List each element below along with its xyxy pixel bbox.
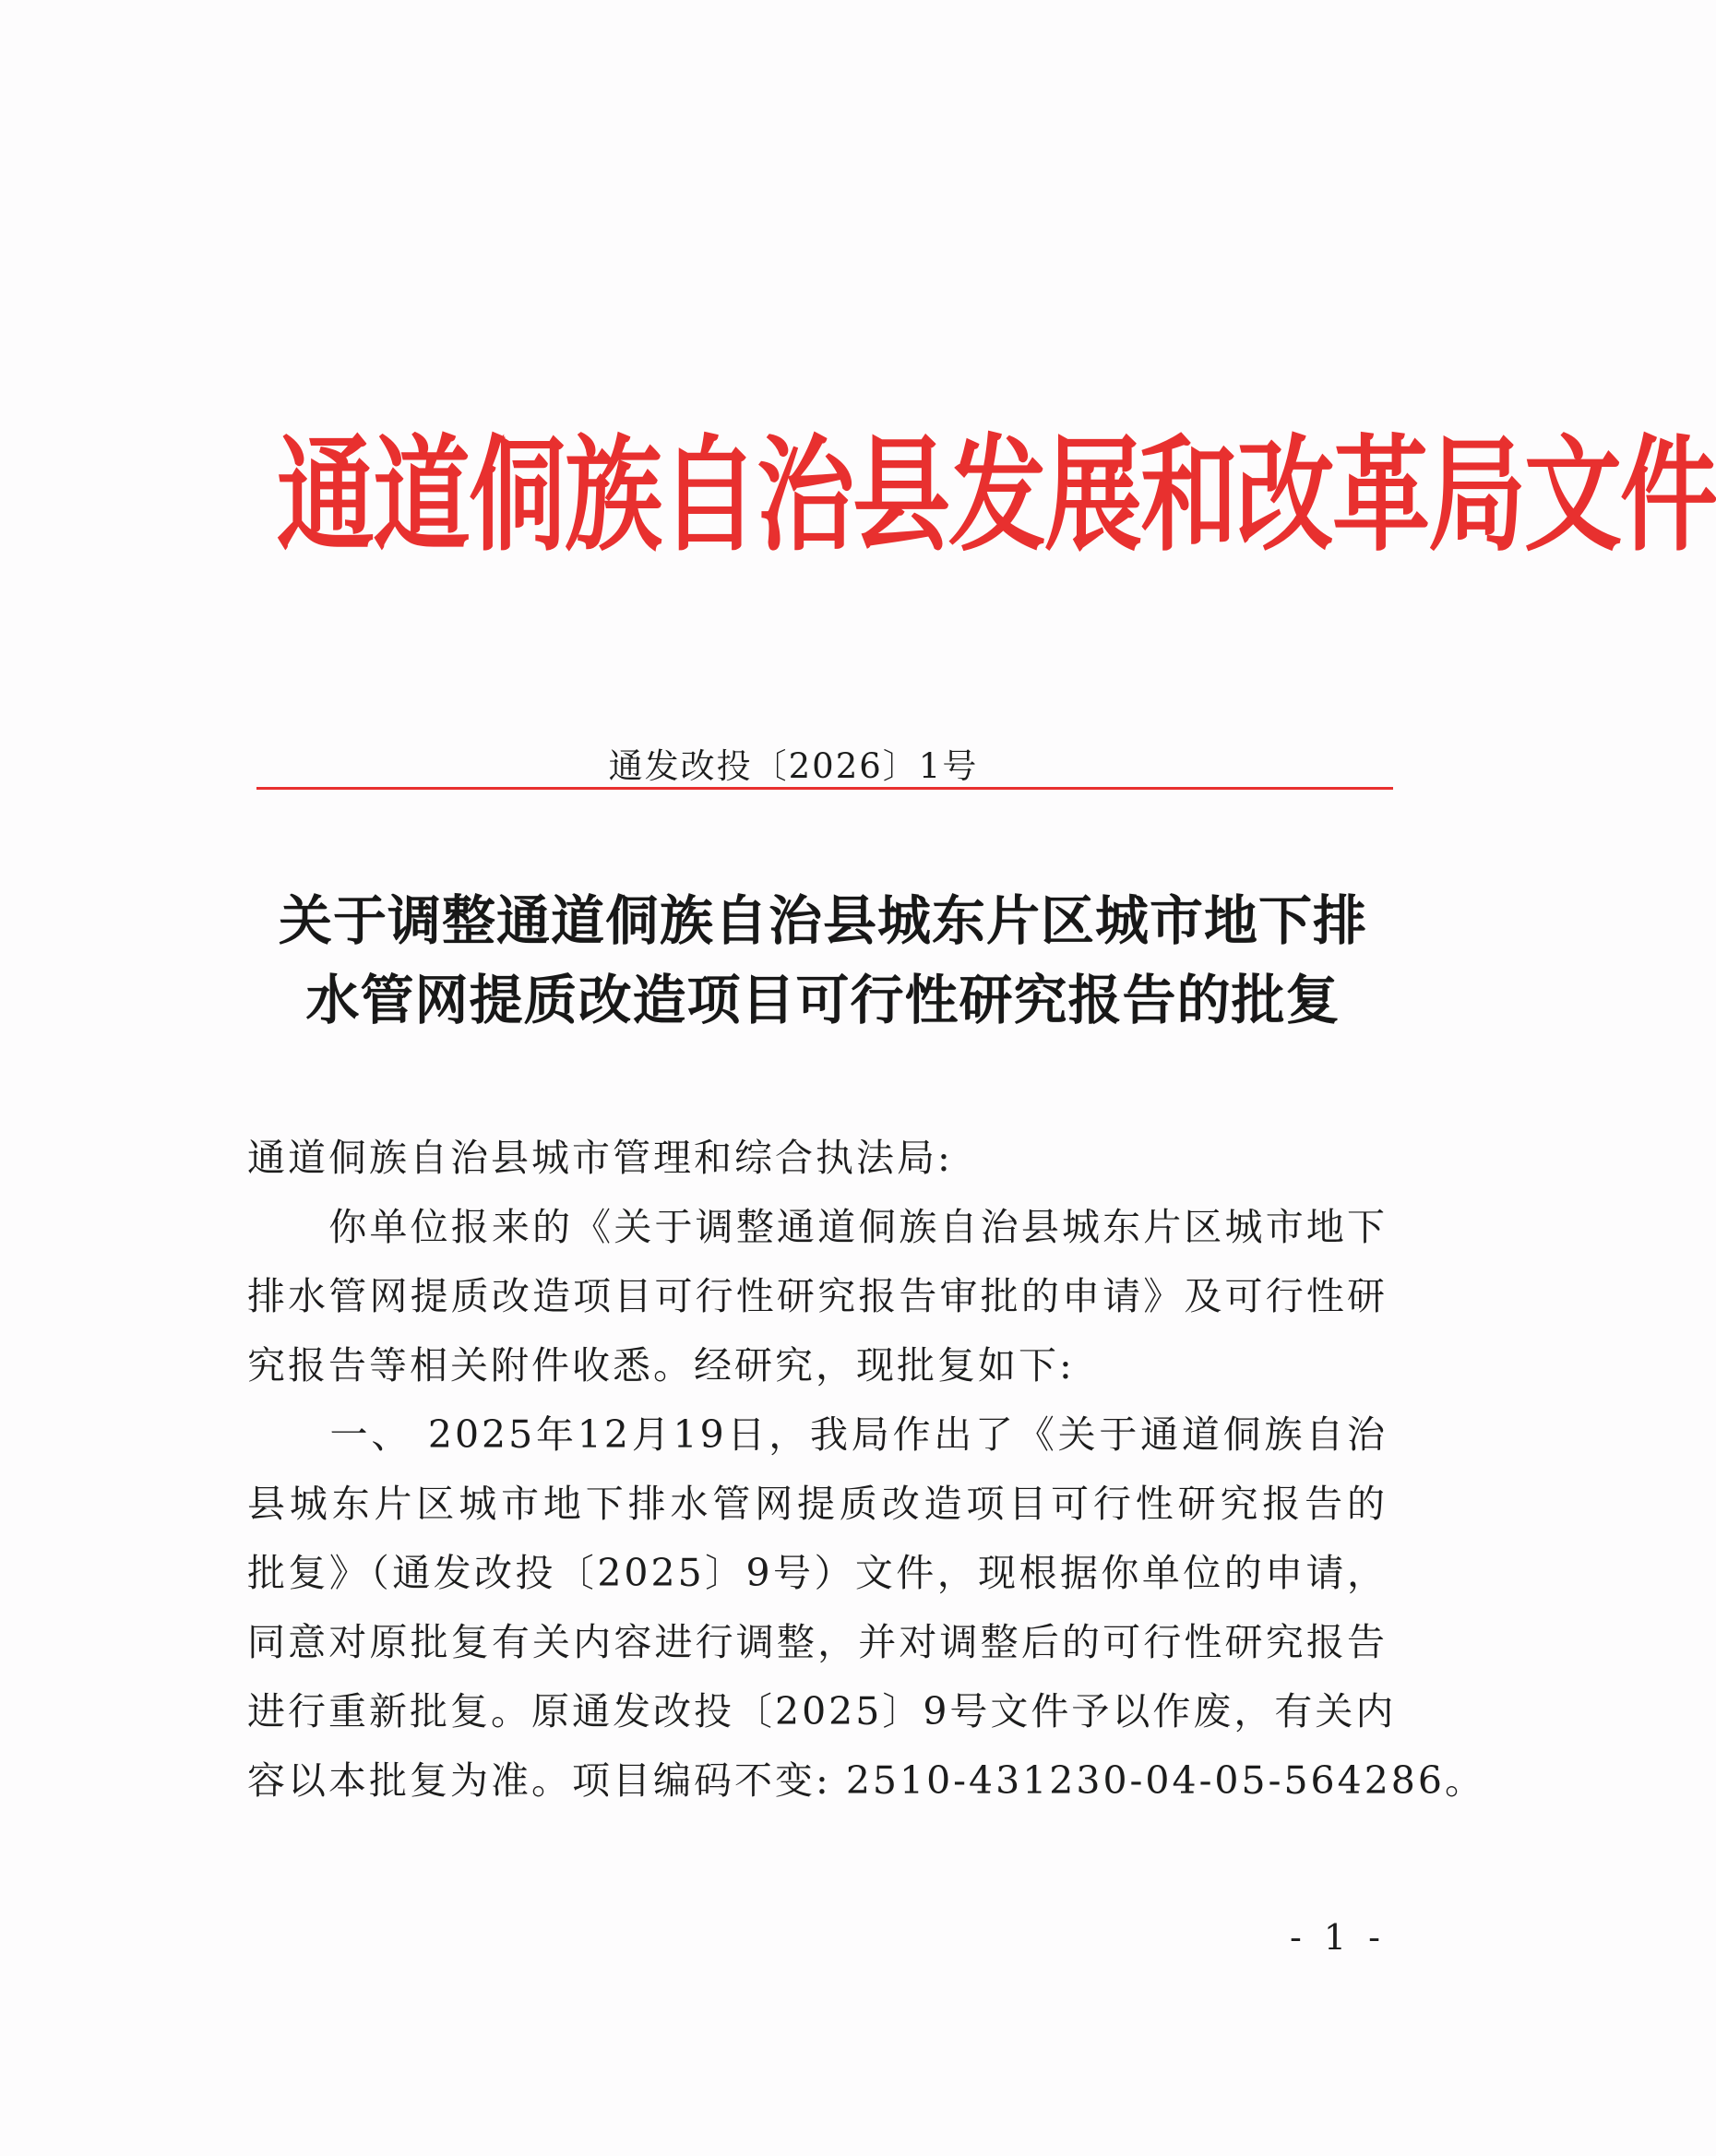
document-body	[247, 1124, 1485, 1816]
title-line: 关于调整通道侗族自治县城东片区城市地下排	[278, 889, 1367, 952]
paragraph-line: 究报告等相关附件收悉。经研究，现批复如下:	[247, 1343, 1075, 1388]
paragraph-line: 批复》（通发改投〔2025〕9号）文件，现根据你单位的申请，	[247, 1551, 1388, 1595]
red-divider-line	[256, 787, 1393, 790]
paragraph-line: 排水管网提质改造项目可行性研究报告审批的申请》及可行性研	[247, 1274, 1388, 1318]
page-number: - 1 -	[1289, 1917, 1386, 1958]
paragraph-line: 一、 2025年12月19日，我局作出了《关于通道侗族自治	[247, 1412, 1388, 1457]
document-title	[242, 881, 1404, 1040]
paragraph-line: 同意对原批复有关内容进行调整，并对调整后的可行性研究报告	[247, 1620, 1388, 1664]
document-number: 通发改投〔2026〕1号	[608, 746, 979, 786]
paragraph-line: 你单位报来的《关于调整通道侗族自治县城东片区城市地下	[247, 1205, 1388, 1249]
paragraph-line: 进行重新批复。原通发改投〔2025〕9号文件予以作废，有关内	[247, 1689, 1397, 1733]
masthead-title: 通道侗族自治县发展和改革局文件	[277, 423, 1716, 568]
paragraph-line: 县城东片区城市地下排水管网提质改造项目可行性研究报告的	[247, 1482, 1388, 1526]
addressee: 通道侗族自治县城市管理和综合执法局:	[247, 1136, 953, 1180]
paragraph-line: 容以本批复为准。项目编码不变: 2510-431230-04-05-564286。	[247, 1758, 1485, 1803]
title-line: 水管网提质改造项目可行性研究报告的批复	[305, 969, 1341, 1031]
